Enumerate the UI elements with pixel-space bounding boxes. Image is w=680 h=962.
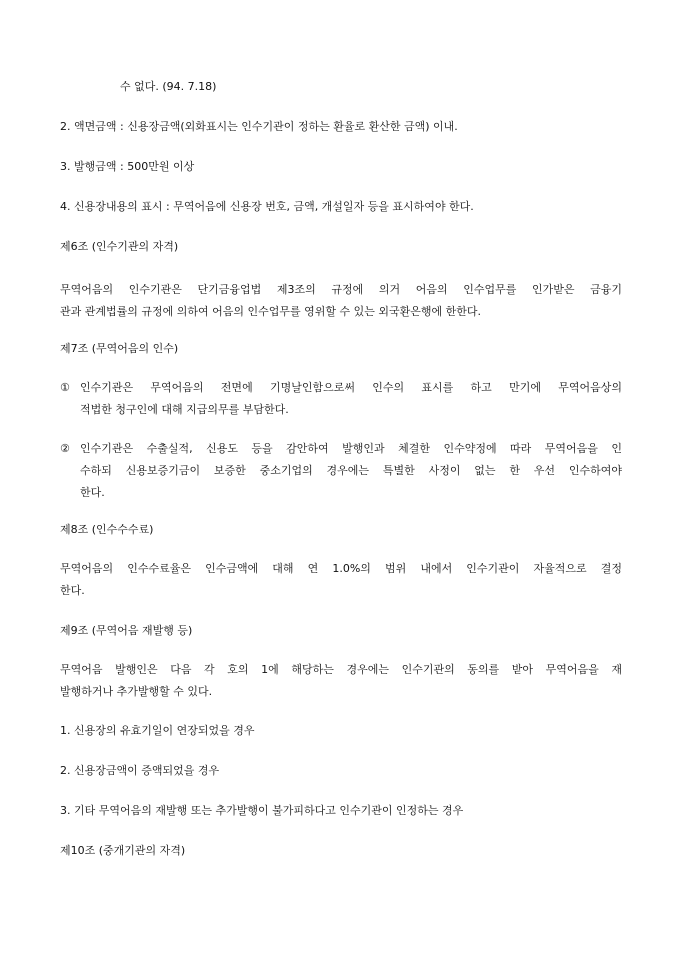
article-7-clause-1 bbox=[60, 377, 622, 421]
article-8-line-2: 한다. bbox=[60, 584, 85, 597]
clause-2-line-2: 수하되 신용보증기금이 보증한 중소기업의 경우에는 특별한 사정이 없는 한 우선 인수하여야 bbox=[80, 464, 622, 477]
article-7-clause-2 bbox=[60, 438, 622, 504]
clause-2-number: ② bbox=[60, 442, 70, 455]
article-7-heading: 제7조 (무역어음의 인수) bbox=[60, 342, 179, 355]
article-9-line-2: 발행하거나 추가발행할 수 있다. bbox=[60, 685, 213, 698]
clause-1-number: ① bbox=[60, 381, 70, 394]
clause-2-line-1: 인수기관은 수출실적, 신용도 등을 감안하여 발행인과 체결한 인수약정에 따라 무역어음을 인 bbox=[80, 442, 622, 455]
article-6-line-1: 무역어음의 인수기관은 단기금융업법 제3조의 규정에 의거 어음의 인수업무를 인가받은 금융기 bbox=[60, 283, 622, 296]
clause-2-line-3: 한다. bbox=[80, 486, 105, 499]
article-8-heading: 제8조 (인수수수료) bbox=[60, 523, 154, 536]
article-6-paragraph bbox=[60, 279, 622, 323]
article-9-item-3: 3. 기타 무역어음의 재발행 또는 추가발행이 불가피하다고 인수기관이 인정하는 경우 bbox=[60, 804, 464, 817]
article-8-paragraph bbox=[60, 558, 622, 602]
article-6-line-2: 관과 관계법률의 규정에 의하여 어음의 인수업무를 영위할 수 있는 외국환은행에 한한다. bbox=[60, 305, 481, 318]
article-8-line-1: 무역어음의 인수수료율은 인수금액에 대해 연 1.0%의 범위 내에서 인수기관이 자율적으로 결정 bbox=[60, 562, 622, 575]
article-10-heading: 제10조 (중개기관의 자격) bbox=[60, 844, 186, 857]
article-9-heading: 제9조 (무역어음 재발행 등) bbox=[60, 624, 193, 637]
clause-1-line-2: 적법한 청구인에 대해 지급의무를 부담한다. bbox=[80, 403, 289, 416]
item-lc-display: 4. 신용장내용의 표시 : 무역어음에 신용장 번호, 금액, 개설일자 등을 표시하여야 한다. bbox=[60, 200, 474, 213]
article-9-item-2: 2. 신용장금액이 증액되었을 경우 bbox=[60, 764, 220, 777]
continued-line: 수 없다. (94. 7.18) bbox=[120, 80, 217, 93]
item-face-amount: 2. 액면금액 : 신용장금액(외화표시는 인수기관이 정하는 환율로 환산한 금액) 이내. bbox=[60, 120, 458, 133]
item-issue-amount: 3. 발행금액 : 500만원 이상 bbox=[60, 160, 195, 173]
article-9-line-1: 무역어음 발행인은 다음 각 호의 1에 해당하는 경우에는 인수기관의 동의를 받아 무역어음을 재 bbox=[60, 663, 622, 676]
article-9-paragraph bbox=[60, 659, 622, 703]
article-9-item-1: 1. 신용장의 유효기일이 연장되었을 경우 bbox=[60, 724, 255, 737]
article-6-heading: 제6조 (인수기관의 자격) bbox=[60, 240, 179, 253]
clause-1-line-1: 인수기관은 무역어음의 전면에 기명날인함으로써 인수의 표시를 하고 만기에 무역어음상의 bbox=[80, 381, 622, 394]
